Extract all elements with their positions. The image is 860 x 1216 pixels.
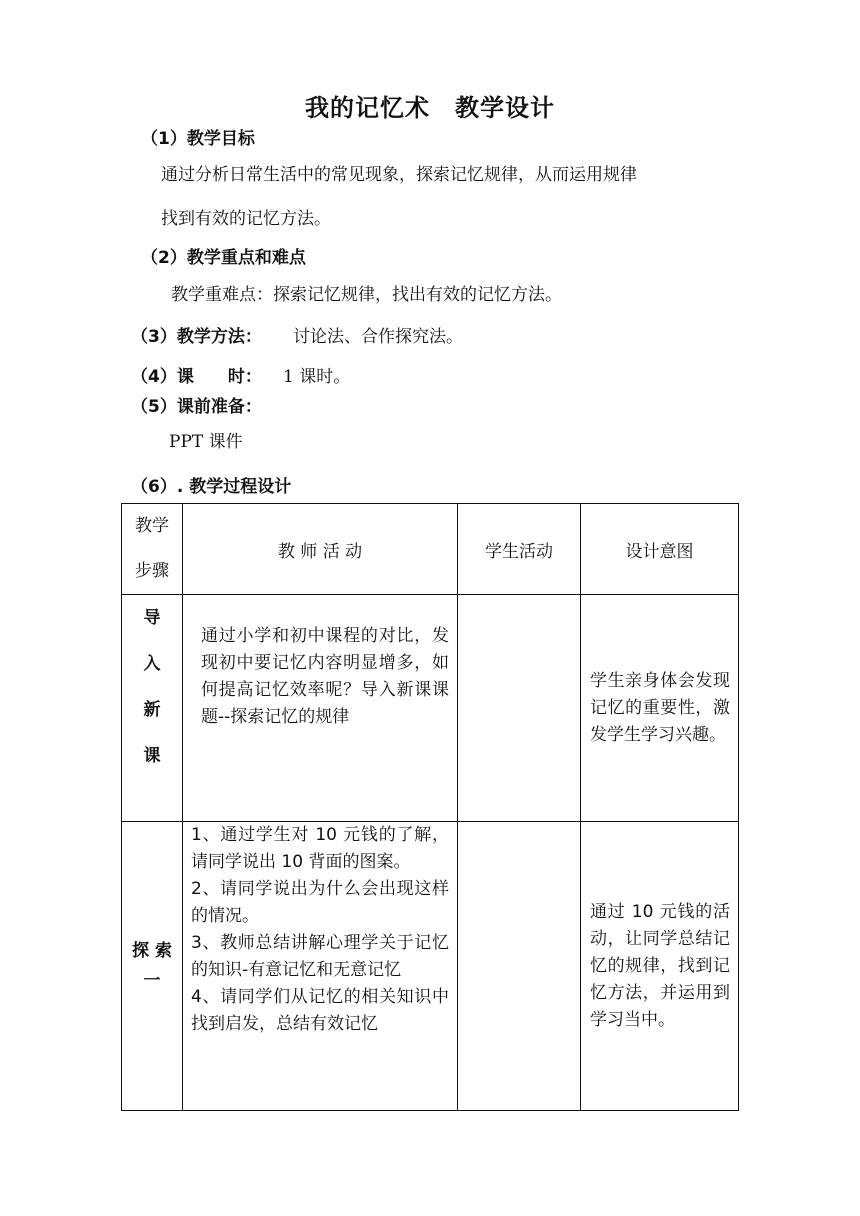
method-text: 讨论法、合作探究法。 — [293, 327, 463, 347]
header-step-line1: 教学 — [135, 516, 169, 536]
prep-text: PPT 课件 — [169, 432, 243, 452]
design-intent-cell — [581, 595, 739, 822]
list-item: 1、通过学生对 10 元钱的了解，请同学说出 10 背面的图案。 — [191, 825, 449, 872]
step-intro — [122, 595, 183, 822]
list-item: 4、请同学们从记忆的相关知识中找到启发，总结有效记忆 — [191, 987, 449, 1034]
teaching-process-table — [121, 503, 739, 1111]
table-row — [122, 595, 739, 822]
prep-heading: （5）课前准备： — [131, 397, 262, 417]
header-step — [122, 504, 183, 595]
objectives-text-line2: 找到有效的记忆方法。 — [161, 209, 331, 229]
objectives-text-line1: 通过分析日常生活中的常见现象，探索记忆规律，从而运用规律 — [161, 165, 637, 185]
table-row — [122, 822, 739, 1111]
header-step-line2: 步骤 — [135, 561, 169, 581]
step-label-line2: 一 — [143, 971, 161, 991]
teacher-activity-text: 通过小学和初中课程的对比，发现初中要记忆内容明显增多，如何提高记忆效率呢？导入新课课题--探索记忆的规律 — [201, 626, 449, 727]
hours-text: 1 课时。 — [283, 367, 351, 387]
design-intent-cell — [581, 822, 739, 1111]
header-teacher-activity: 教 师 活 动 — [183, 504, 458, 595]
teacher-activity-cell — [183, 822, 458, 1111]
list-item: 3、教师总结讲解心理学关于记忆的知识-有意记忆和无意记忆 — [191, 933, 449, 980]
step-char: 导 — [143, 608, 161, 628]
key-points-heading: （2）教学重点和难点 — [141, 248, 306, 268]
step-char: 课 — [143, 746, 161, 766]
step-label-line1: 探 索 — [132, 941, 172, 961]
student-activity-cell — [458, 822, 581, 1111]
teacher-activity-list — [183, 822, 457, 1038]
key-points-text: 教学重难点：探索记忆规律，找出有效的记忆方法。 — [171, 285, 562, 305]
method-heading: （3）教学方法： — [131, 327, 262, 347]
page-title: 我的记忆术 教学设计 — [305, 94, 555, 122]
step-char: 入 — [143, 654, 161, 674]
step-explore-one — [122, 822, 183, 1111]
header-design-intent: 设计意图 — [581, 504, 739, 595]
header-student-activity: 学生活动 — [458, 504, 581, 595]
design-intent-text: 学生亲身体会发现记忆的重要性，激发学生学习兴趣。 — [590, 670, 730, 745]
objectives-heading: （1）教学目标 — [141, 129, 255, 149]
list-item: 2、请同学说出为什么会出现这样的情况。 — [191, 879, 449, 926]
design-intent-text: 通过 10 元钱的活动，让同学总结记忆的规律，找到记忆方法，并运用到学习当中。 — [590, 901, 730, 1030]
table-header-row — [122, 504, 739, 595]
process-heading: （6）. 教学过程设计 — [131, 477, 292, 497]
hours-heading: （4）课 时： — [131, 367, 262, 387]
step-char: 新 — [143, 700, 161, 720]
teacher-activity-cell — [183, 595, 458, 822]
student-activity-cell — [458, 595, 581, 822]
